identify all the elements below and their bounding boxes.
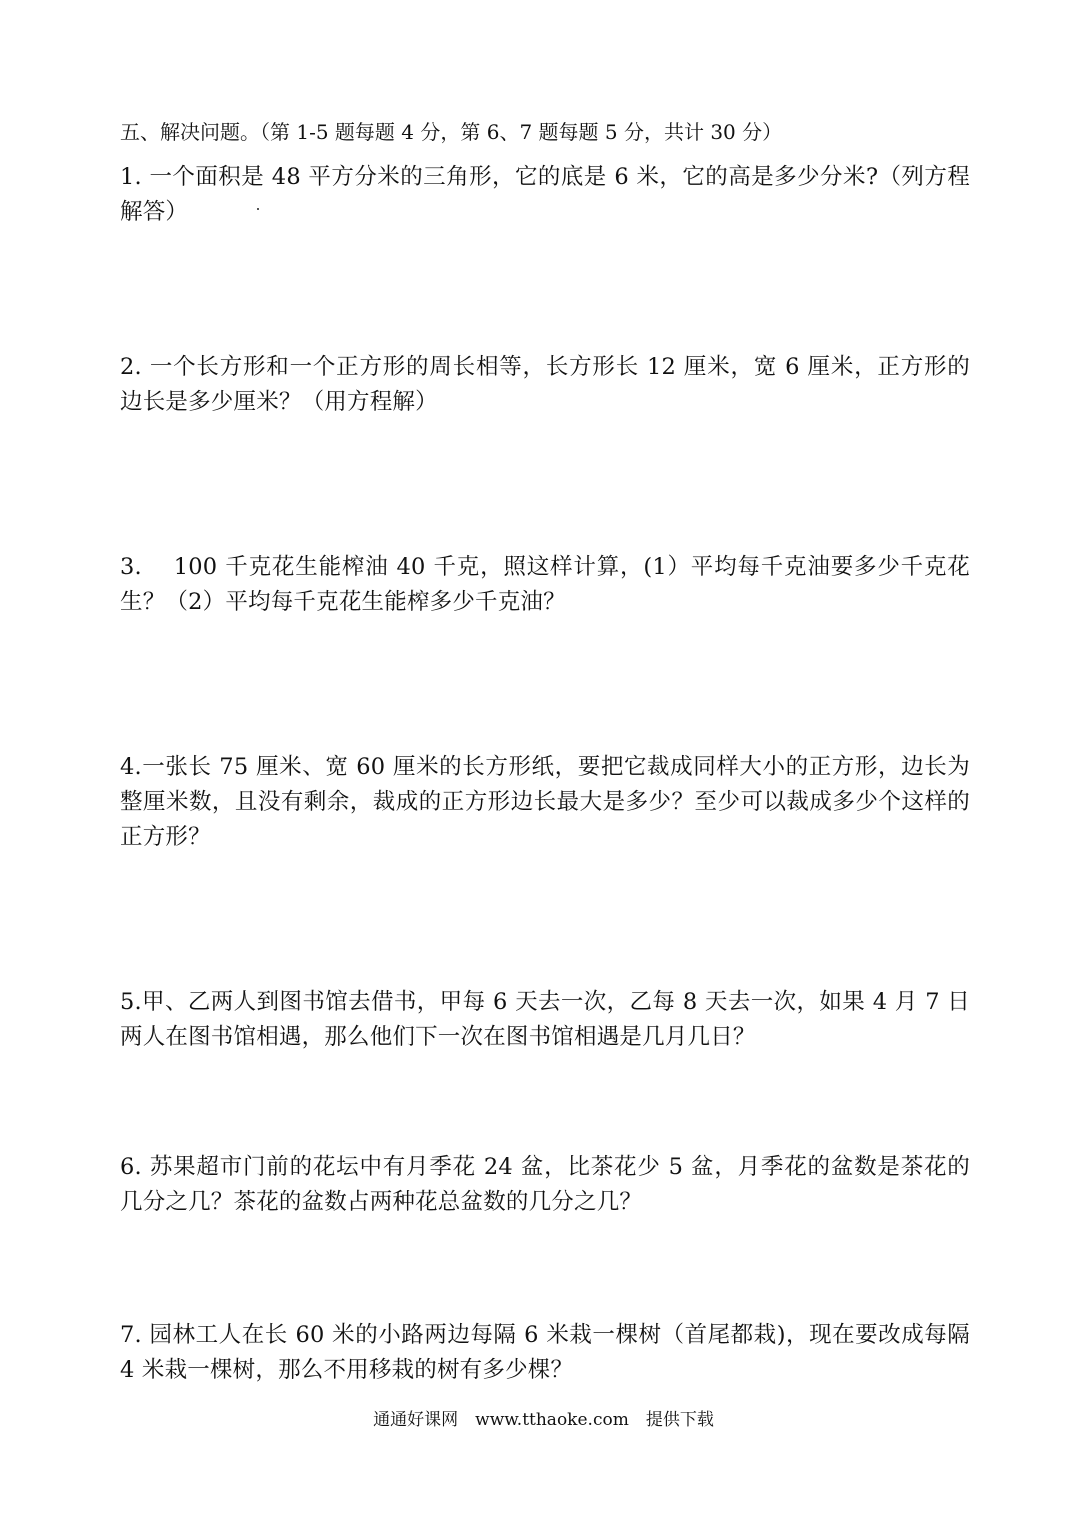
question-1: 1. 一个面积是 48 平方分米的三角形，它的底是 6 米，它的高是多少分米?（列方程解答） <box>120 164 970 225</box>
question-7: 7. 园林工人在长 60 米的小路两边每隔 6 米栽一棵树（首尾都栽)，现在要改成每隔 4 米栽一棵树，那么不用移栽的树有多少棵？ <box>120 1322 970 1383</box>
footer-credit: 通通好课网 www.tthaoke.com 提供下载 <box>373 1410 714 1430</box>
question-3: 3. 100 千克花生能榨油 40 千克，照这样计算，(1）平均每千克油要多少千克花生？（2）平均每千克花生能榨多少千克油？ <box>120 554 970 615</box>
question-2: 2. 一个长方形和一个正方形的周长相等，长方形长 12 厘米，宽 6 厘米，正方形的边长是多少厘米？（用方程解） <box>120 354 970 415</box>
scan-speck <box>257 208 259 210</box>
question-5: 5.甲、乙两人到图书馆去借书，甲每 6 天去一次，乙每 8 天去一次，如果 4 月 7 日两人在图书馆相遇，那么他们下一次在图书馆相遇是几月几日？ <box>120 989 970 1050</box>
section-title: 五、解决问题。（第 1-5 题每题 4 分，第 6、7 题每题 5 分，共计 30 分） <box>120 120 783 144</box>
question-6: 6. 苏果超市门前的花坛中有月季花 24 盆，比茶花少 5 盆，月季花的盆数是茶花的几分之几？茶花的盆数占两种花总盆数的几分之几？ <box>120 1154 970 1215</box>
question-4: 4.一张长 75 厘米、宽 60 厘米的长方形纸，要把它裁成同样大小的正方形，边长为整厘米数，且没有剩余，裁成的正方形边长最大是多少？至少可以裁成多少个这样的正方形？ <box>120 754 970 850</box>
